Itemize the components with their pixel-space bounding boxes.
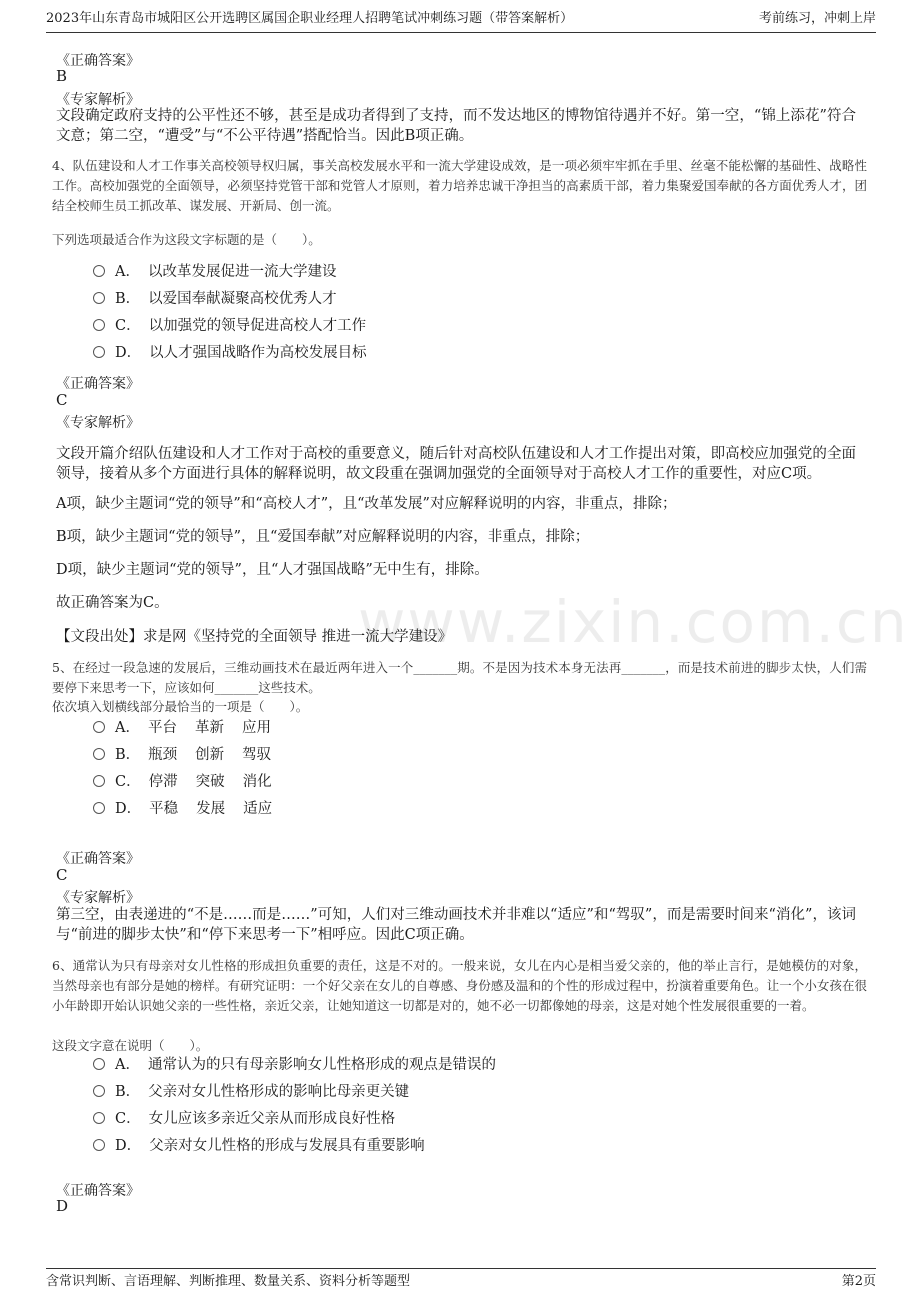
option-c[interactable]: C． 以加强党的领导促进高校人才工作 [93,315,366,337]
answer-label: 《正确答案》 [56,53,140,69]
option-a[interactable]: A． 通常认为的只有母亲影响女儿性格形成的观点是错误的 [93,1054,496,1076]
option-a[interactable]: A． 以改革发展促进一流大学建设 [93,261,336,283]
analysis-paragraph: B项，缺少主题词“党的领导”，且“爱国奉献”对应解释说明的内容，非重点，排除； [56,529,590,545]
analysis-text: 文段确定政府支持的公平性还不够，甚至是成功者得到了支持，而不发达地区的博物馆待遇并不好。第一空，“锦上添花”符合文意；第二空，“遭受”与“不公平待遇”搭配恰当。因此B项正确。 [56,108,856,144]
answer-label: 《正确答案》 [56,1183,140,1199]
radio-icon[interactable] [93,346,105,358]
option-b[interactable]: B． 以爱国奉献凝聚高校优秀人才 [93,288,337,310]
analysis-label: 《专家解析》 [56,890,140,906]
option-a[interactable]: A． 平台 革新 应用 [93,717,289,739]
answer-value: C [56,866,68,884]
answer-label: 《正确答案》 [56,851,140,867]
analysis-label: 《专家解析》 [56,415,140,431]
watermark-text: www.zixin.com.cn [358,588,909,656]
analysis-paragraph: A项，缺少主题词“党的领导”和“高校人才”，且“改革发展”对应解释说明的内容，非重点，排除； [56,496,677,512]
page-header [46,6,876,33]
radio-icon[interactable] [93,1139,105,1151]
option-d[interactable]: D． 平稳 发展 适应 [93,798,290,820]
question-4-prompt: 下列选项最适合作为这段文字标题的是（ ）。 [52,232,321,247]
option-d[interactable]: D． 以人才强国战略作为高校发展目标 [93,342,367,364]
option-b[interactable]: B． 父亲对女儿性格形成的影响比母亲更关键 [93,1081,409,1103]
answer-value: B [56,67,68,85]
analysis-conclusion: 故正确答案为C。 [56,595,169,611]
option-d[interactable]: D． 父亲对女儿性格的形成与发展具有重要影响 [93,1135,425,1157]
option-c[interactable]: C． 女儿应该多亲近父亲从而形成良好性格 [93,1108,395,1130]
header-tagline: 考前练习，冲刺上岸 [758,11,876,26]
analysis-paragraph: D项，缺少主题词“党的领导”，且“人才强国战略”无中生有，排除。 [56,562,489,578]
question-6-prompt: 这段文字意在说明（ ）。 [52,1038,209,1053]
page-number: 第2页 [841,1274,876,1289]
question-6-text: 6、通常认为只有母亲对女儿性格的形成担负重要的责任，这是不对的。一般来说，女儿在内心是相当爱父亲的，他的举止言行，是她模仿的对象，当然母亲也有部分是她的榜样。有研究证明：一个好父亲在女儿的自尊感、身份感及温和的个性的形成过程中，扮演着重要角色。让一个小女孩在很小年龄即开始认识她父亲的一些性格，亲近父亲，让她知道这一切都是对的，她不必一切都像她的母亲，这是对她个性发展很重要的一着。 [52,958,867,1013]
radio-icon[interactable] [93,748,105,760]
radio-icon[interactable] [93,1058,105,1070]
radio-icon[interactable] [93,265,105,277]
radio-icon[interactable] [93,1085,105,1097]
question-4-text: 4、队伍建设和人才工作事关高校领导权归属，事关高校发展水平和一流大学建设成效，是一项必须牢牢抓在手里、丝毫不能松懈的基础性、战略性工作。高校加强党的全面领导，必须坚持党管干部和党管人才原则，着力培养忠诚干净担当的高素质干部，着力集聚爱国奉献的各方面优秀人才，团结全校师生员工抓改革、谋发展、开新局、创一流。 [52,158,867,213]
radio-icon[interactable] [93,292,105,304]
analysis-paragraph: 文段开篇介绍队伍建设和人才工作对于高校的重要意义，随后针对高校队伍建设和人才工作提出对策，即高校应加强党的全面领导，接着从多个方面进行具体的解释说明，故文段重在强调加强党的全面领导对于高校人才工作的重要性，对应C项。 [56,446,856,482]
option-c[interactable]: C． 停滞 突破 消化 [93,771,290,793]
passage-source: 【文段出处】求是网《坚持党的全面领导 推进一流大学建设》 [56,629,453,645]
radio-icon[interactable] [93,775,105,787]
radio-icon[interactable] [93,1112,105,1124]
radio-icon[interactable] [93,802,105,814]
option-b[interactable]: B． 瓶颈 创新 驾驭 [93,744,289,766]
document-title: 2023年山东青岛市城阳区公开选聘区属国企职业经理人招聘笔试冲刺练习题（带答案解析） [46,11,574,26]
footer-description: 含常识判断、言语理解、判断推理、数量关系、资料分析等题型 [46,1274,411,1289]
answer-label: 《正确答案》 [56,376,140,392]
answer-value: C [56,391,68,409]
analysis-label: 《专家解析》 [56,92,140,108]
answer-value: D [56,1197,69,1215]
question-5-prompt: 依次填入划横线部分最恰当的一项是（ ）。 [52,699,309,714]
page-footer [46,1268,876,1291]
radio-icon[interactable] [93,721,105,733]
radio-icon[interactable] [93,319,105,331]
analysis-text: 第三空，由表递进的“不是……而是……”可知，人们对三维动画技术并非难以“适应”和“驾驭”，而是需要时间来“消化”，该词与“前进的脚步太快”和“停下来思考一下”相呼应。因此C项正确。 [56,907,856,943]
question-5-text: 5、在经过一段急速的发展后，三维动画技术在最近两年进入一个_______期。不是因为技术本身无法再_______，而是技术前进的脚步太快，人们需要停下来思考一下，应该如何_______这些技术。 [52,660,867,695]
